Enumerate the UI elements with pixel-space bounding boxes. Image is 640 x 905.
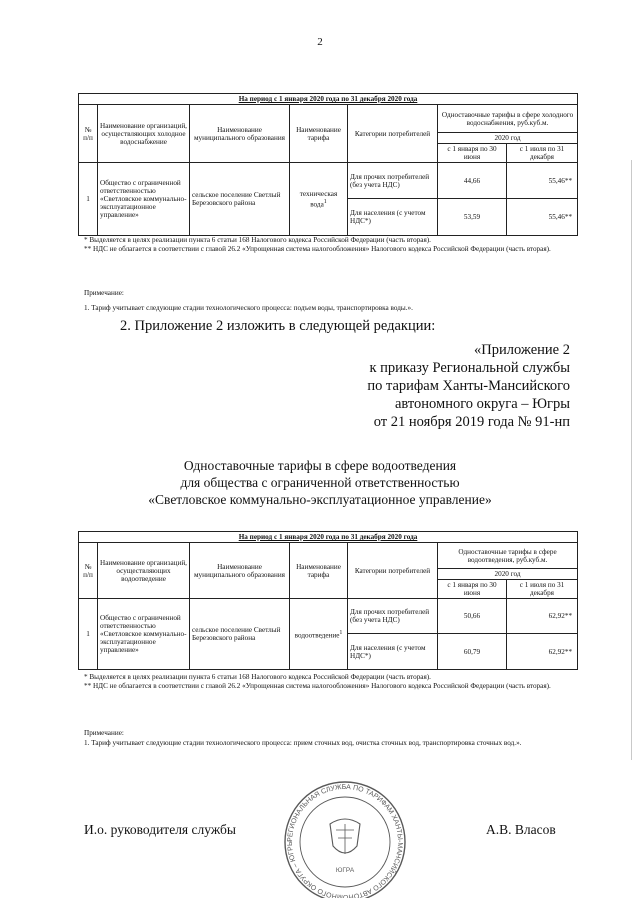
- appendix-line: автономного округа – Югры: [394, 395, 570, 412]
- appendix-line: по тарифам Ханты-Мансийского: [367, 377, 570, 394]
- appendix-reference: [240, 342, 570, 432]
- row-tariff: [290, 599, 348, 670]
- col-header-tariff-name: Наименование тарифа: [290, 543, 348, 599]
- table1-footnotes: [84, 236, 574, 255]
- signer-role: И.о. руководителя службы: [84, 822, 236, 837]
- footnote-vat-allocated: * Выделяется в целях реализации пункта 6 статьи 168 Налогового кодекса Российской Федерации (часть вторая).: [84, 236, 431, 244]
- row-tariff: [290, 163, 348, 236]
- appendix-line: от 21 ноября 2019 года № 91-нп: [373, 413, 570, 430]
- scan-edge-line: [631, 160, 632, 760]
- col-header-tariff-name: Наименование тарифа: [290, 105, 348, 163]
- heading-line: «Светловское коммунально-эксплуатационное управление»: [148, 491, 492, 507]
- row-value-h2: 55,46**: [507, 163, 578, 199]
- row-category: Для населения (с учетом НДС*): [348, 634, 438, 670]
- row-value-h1: 50,66: [438, 599, 507, 634]
- heading-line: для общества с ограниченной ответственностью: [180, 474, 460, 490]
- col-header-num: № п/п: [79, 105, 98, 163]
- col-header-half2: с 1 июля по 31 декабря: [507, 144, 578, 163]
- appendix-line: «Приложение 2: [474, 342, 570, 358]
- row-value-h2: 55,46**: [507, 199, 578, 236]
- seal-inner-text: ЮГРА: [335, 867, 355, 874]
- page-number: 2: [317, 36, 323, 48]
- row-num: 1: [79, 599, 98, 670]
- row-org: Общество с ограниченной ответственностью «Светловское коммунально-эксплуатационное управление»: [98, 599, 190, 670]
- row-value-h2: 62,92**: [507, 634, 578, 670]
- row-tariff-sup: 1: [339, 629, 343, 636]
- col-header-rates: Одноставочные тарифы в сфере холодного водоснабжения, руб.куб.м.: [438, 105, 578, 133]
- wastewater-tariff-table: [78, 531, 578, 670]
- row-tariff-text: техническая вода: [299, 190, 338, 208]
- row-value-h1: 44,66: [438, 163, 507, 199]
- row-category: Для прочих потребителей (без учета НДС): [348, 599, 438, 634]
- instruction-paragraph: 2. Приложение 2 изложить в следующей редакции:: [120, 318, 436, 334]
- period-header: На период с 1 января 2020 года по 31 декабря 2020 года: [79, 532, 578, 543]
- col-header-org: Наименование организаций, осуществляющих холодное водоснабжение: [98, 105, 190, 163]
- col-header-consumers: Категории потребителей: [348, 543, 438, 599]
- note-text: 1. Тариф учитывает следующие стадии технологического процесса: прием сточных вод, очистка сточных вод, транспортировка сточных вод.».: [84, 739, 522, 748]
- heading-line: Одноставочные тарифы в сфере водоотведения: [183, 458, 457, 473]
- note-title: Примечание:: [84, 729, 124, 737]
- row-num: 1: [79, 163, 98, 236]
- row-value-h2: 62,92**: [507, 599, 578, 634]
- col-header-half1: с 1 января по 30 июня: [438, 580, 507, 599]
- table-row: [79, 599, 578, 634]
- note-text: 1. Тариф учитывает следующие стадии технологического процесса: подъем воды, транспортировка воды.».: [84, 304, 413, 313]
- official-seal-stamp: [278, 780, 412, 898]
- col-header-municipality: Наименование муниципального образования: [190, 105, 290, 163]
- footnote-vat-exempt: ** НДС не облагается в соответствии с главой 26.2 «Упрощенная система налогообложения» Налогового кодекса Российской Федерации (часть вторая).: [84, 245, 551, 254]
- col-header-year: 2020 год: [438, 569, 578, 580]
- row-category: Для прочих потребителей (без учета НДС): [348, 163, 438, 199]
- row-value-h1: 60,79: [438, 634, 507, 670]
- row-category: Для населения (с учетом НДС*): [348, 199, 438, 236]
- appendix-line: к приказу Региональной службы: [369, 359, 570, 376]
- table1-note: [84, 289, 574, 314]
- col-header-org: Наименование организаций, осуществляющих водоотведение: [98, 543, 190, 599]
- row-value-h1: 53,59: [438, 199, 507, 236]
- row-tariff-sup: 1: [323, 198, 327, 205]
- footnote-vat-allocated: * Выделяется в целях реализации пункта 6 статьи 168 Налогового кодекса Российской Федерации (часть вторая).: [84, 673, 431, 681]
- table2-footnotes: [84, 673, 574, 692]
- period-header: На период с 1 января 2020 года по 31 декабря 2020 года: [79, 94, 578, 105]
- table2-note: [84, 729, 574, 749]
- seal-outer-text: РЕГИОНАЛЬНАЯ СЛУЖБА ПО ТАРИФАМ ХАНТЫ-МАНСИЙСКОГО АВТОНОМНОГО ОКРУГА – ЮГРЫ: [286, 783, 404, 898]
- cold-water-tariff-table: [78, 93, 578, 236]
- col-header-year: 2020 год: [438, 133, 578, 144]
- col-header-consumers: Категории потребителей: [348, 105, 438, 163]
- row-tariff-text: водоотведение: [294, 630, 340, 639]
- col-header-num: № п/п: [79, 543, 98, 599]
- row-org: Общество с ограниченной ответственностью «Светловское коммунально-эксплуатационное управление»: [98, 163, 190, 236]
- row-municipality: сельское поселение Светлый Березовского района: [190, 163, 290, 236]
- table-row: [79, 163, 578, 199]
- document-heading: [0, 458, 640, 509]
- col-header-rates: Одноставочные тарифы в сфере водоотведения, руб.куб.м.: [438, 543, 578, 569]
- row-municipality: сельское поселение Светлый Березовского района: [190, 599, 290, 670]
- col-header-half1: с 1 января по 30 июня: [438, 144, 507, 163]
- footnote-vat-exempt: ** НДС не облагается в соответствии с главой 26.2 «Упрощенная система налогообложения» Налогового кодекса Российской Федерации (часть вторая).: [84, 682, 551, 691]
- signer-name: А.В. Власов: [486, 822, 556, 837]
- note-title: Примечание:: [84, 289, 124, 297]
- col-header-municipality: Наименование муниципального образования: [190, 543, 290, 599]
- col-header-half2: с 1 июля по 31 декабря: [507, 580, 578, 599]
